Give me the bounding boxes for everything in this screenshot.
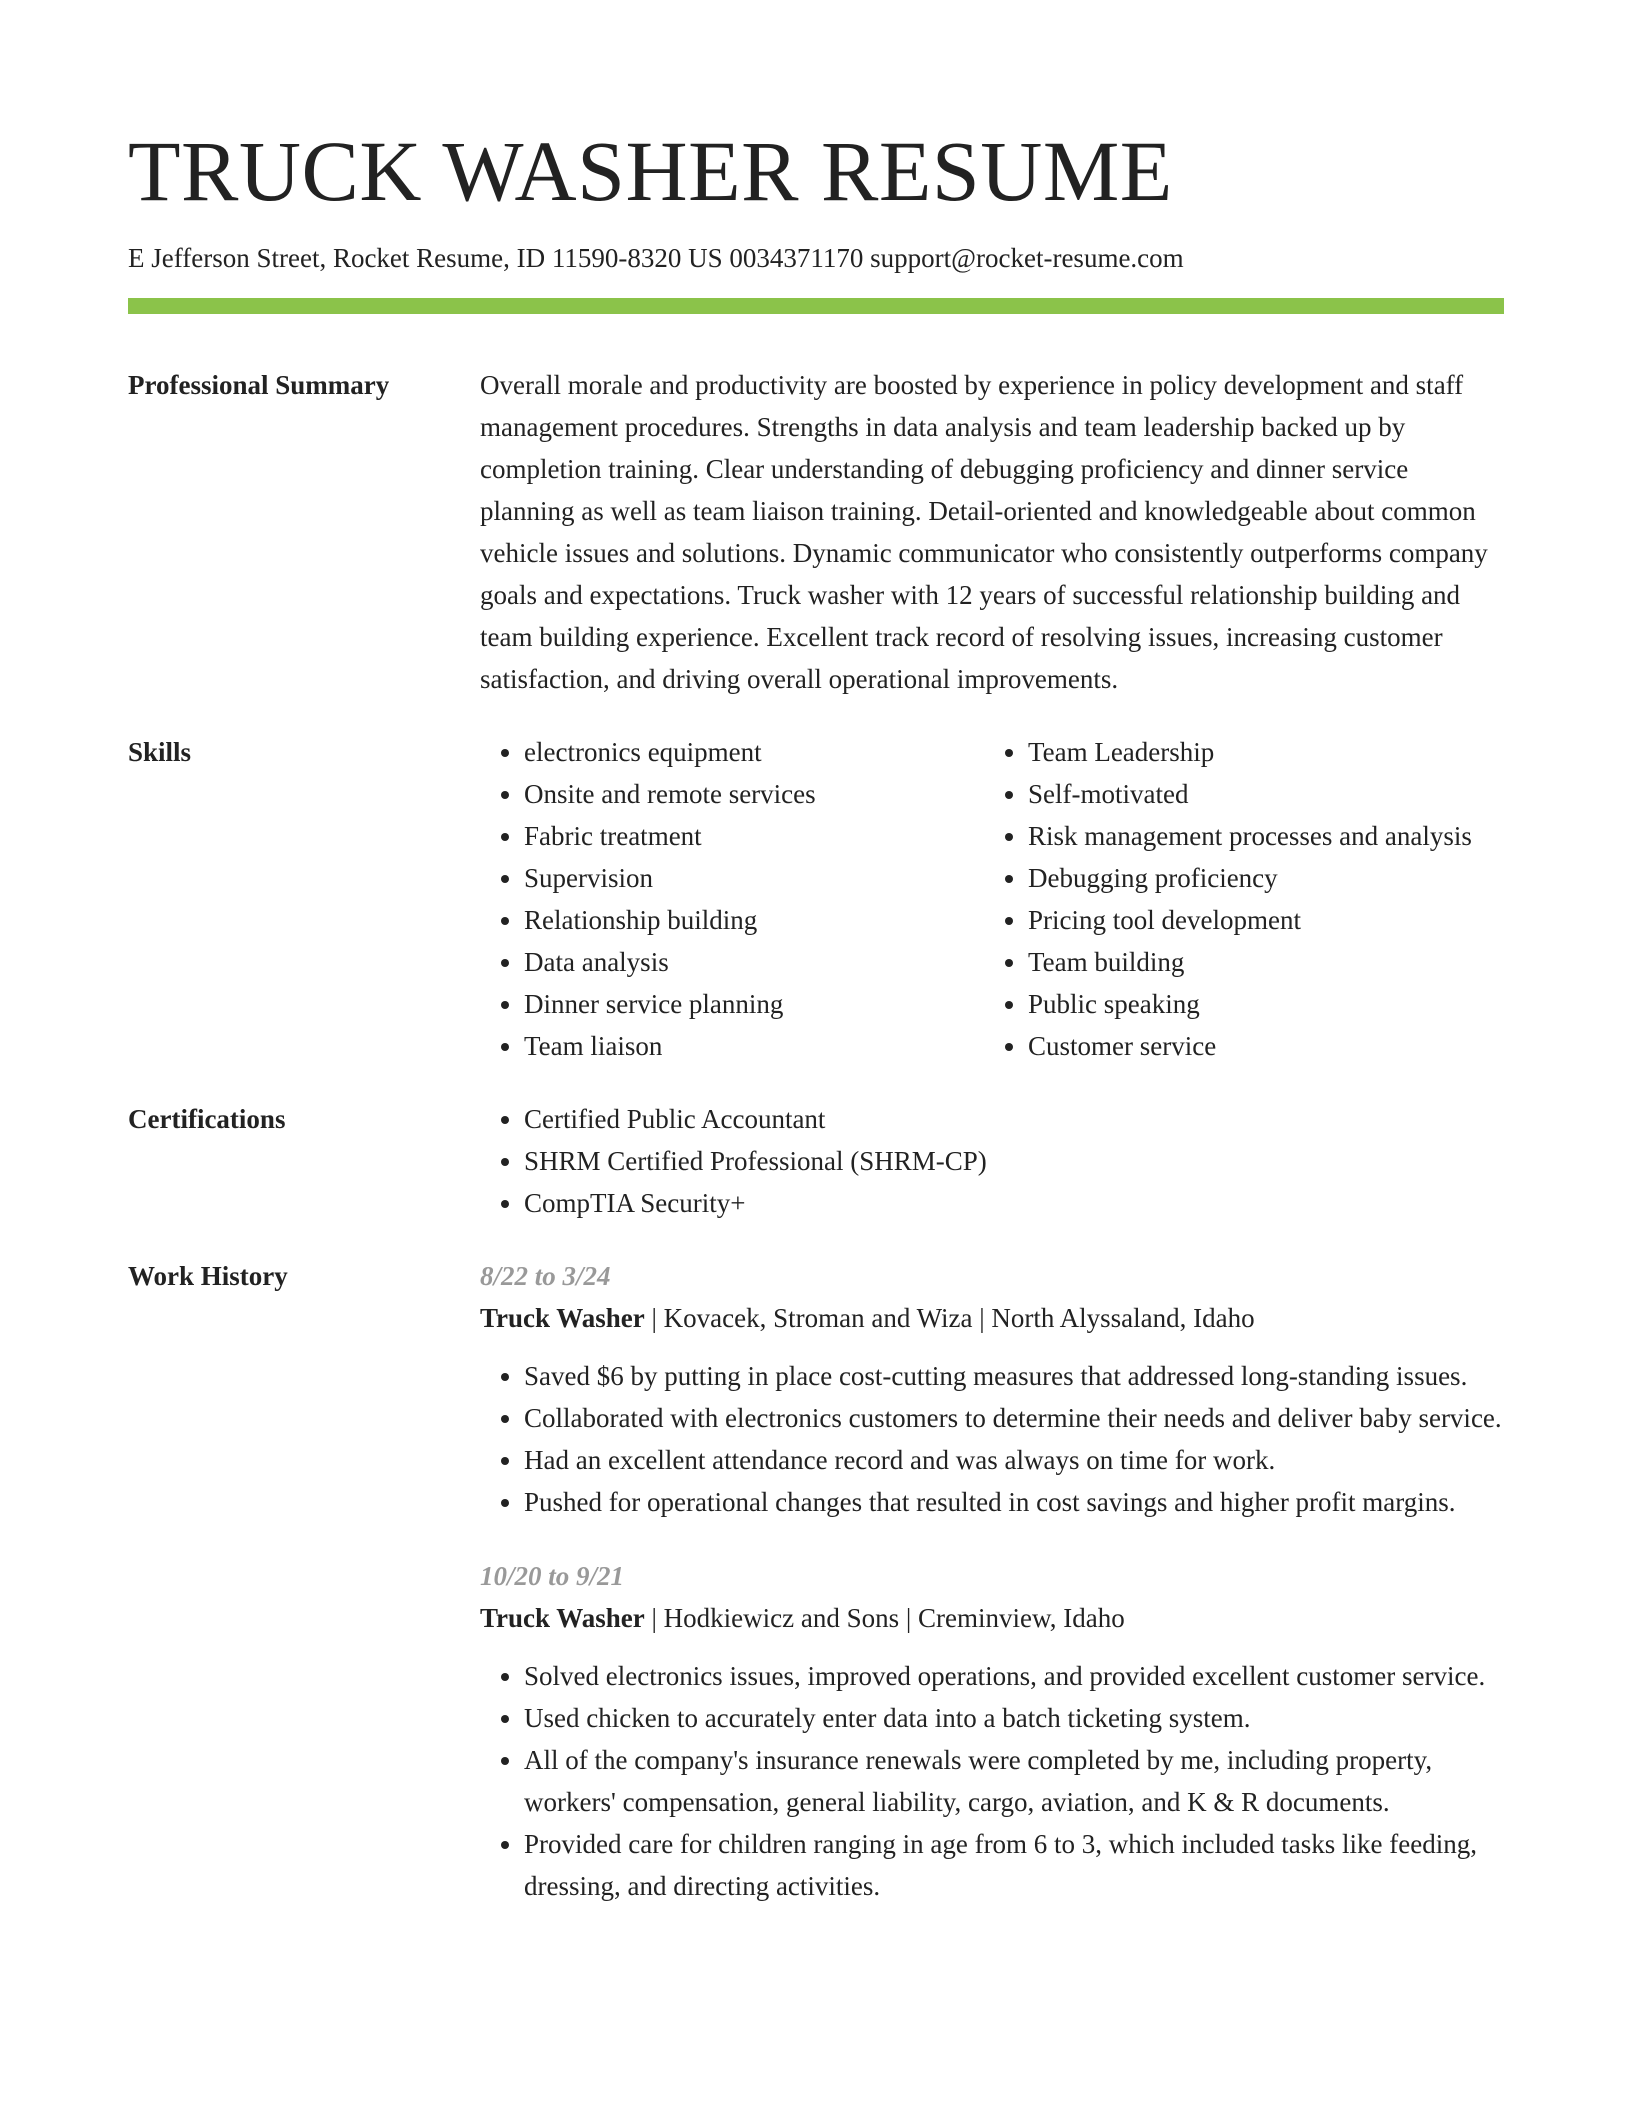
- job-employer-location: | Kovacek, Stroman and Wiza | North Alyssaland, Idaho: [644, 1303, 1255, 1333]
- accent-divider: [128, 298, 1504, 314]
- job-bullets: [480, 1655, 1504, 1907]
- section-label-summary: Professional Summary: [128, 370, 390, 400]
- list-item: • Risk management processes and analysis: [1028, 815, 1548, 857]
- job-entry: [480, 1255, 1504, 1523]
- list-item: • Saved $6 by putting in place cost-cutting measures that addressed long-standing issues.: [524, 1355, 1504, 1397]
- list-item: • Team building: [1028, 941, 1548, 983]
- skills-list-left: [480, 731, 984, 1067]
- list-item: • Onsite and remote services: [524, 773, 984, 815]
- list-item: • Collaborated with electronics customers to determine their needs and deliver baby service.: [524, 1397, 1504, 1439]
- list-item: • Data analysis: [524, 941, 984, 983]
- list-item: • Certified Public Accountant: [524, 1098, 1504, 1140]
- list-item: • Team liaison: [524, 1025, 984, 1067]
- list-item: • Pricing tool development: [1028, 899, 1548, 941]
- job-entry: [480, 1555, 1504, 1907]
- list-item: • Customer service: [1028, 1025, 1548, 1067]
- list-item: • SHRM Certified Professional (SHRM-CP): [524, 1140, 1504, 1182]
- list-item: • Provided care for children ranging in age from 6 to 3, which included tasks like feeding, dressing, and directing activities.: [524, 1823, 1504, 1907]
- list-item: • Pushed for operational changes that resulted in cost savings and higher profit margins.: [524, 1481, 1504, 1523]
- job-title: Truck Washer: [480, 1303, 645, 1333]
- job-heading: [480, 1297, 1504, 1339]
- job-bullets: [480, 1355, 1504, 1523]
- list-item: • Had an excellent attendance record and was always on time for work.: [524, 1439, 1504, 1481]
- skills-columns: [480, 731, 1504, 1067]
- certifications-list: [480, 1098, 1504, 1224]
- section-label-work-history: Work History: [128, 1261, 288, 1291]
- list-item: • electronics equipment: [524, 731, 984, 773]
- list-item: • CompTIA Security+: [524, 1182, 1504, 1224]
- skills-list-right: [984, 731, 1548, 1067]
- job-dates: 10/20 to 9/21: [480, 1561, 625, 1591]
- job-heading: [480, 1597, 1504, 1639]
- list-item: • Solved electronics issues, improved operations, and provided excellent customer service.: [524, 1655, 1504, 1697]
- section-label-skills: Skills: [128, 737, 192, 767]
- job-dates: 8/22 to 3/24: [480, 1261, 611, 1291]
- resume-title: TRUCK WASHER RESUME: [128, 123, 1173, 219]
- list-item: • Used chicken to accurately enter data into a batch ticketing system.: [524, 1697, 1504, 1739]
- list-item: • Dinner service planning: [524, 983, 984, 1025]
- list-item: • All of the company's insurance renewals were completed by me, including property, workers' compensation, general liability, cargo, aviation, and K & R documents.: [524, 1739, 1504, 1823]
- list-item: • Fabric treatment: [524, 815, 984, 857]
- list-item: • Relationship building: [524, 899, 984, 941]
- certifications-body: [480, 1098, 1504, 1224]
- certifications-section: [128, 1098, 1504, 1224]
- list-item: • Debugging proficiency: [1028, 857, 1548, 899]
- section-label-certifications: Certifications: [128, 1104, 286, 1134]
- list-item: • Public speaking: [1028, 983, 1548, 1025]
- summary-text: Overall morale and productivity are boosted by experience in policy development and staff management procedures. Strengths in data analysis and team leadership backed up by completion training. Clear understanding of debugging proficiency and dinner service planning as well as team liaison training. Detail-oriented and knowledgeable about common vehicle issues and solutions. Dynamic communicator who consistently outperforms company goals and expectations. Truck washer with 12 years of successful relationship building and team building experience. Excellent track record of resolving issues, increasing customer satisfaction, and driving overall operational improvements.: [480, 370, 1488, 694]
- job-employer-location: | Hodkiewicz and Sons | Creminview, Idaho: [644, 1603, 1125, 1633]
- list-item: • Self-motivated: [1028, 773, 1548, 815]
- work-history-section: [128, 1255, 1504, 1907]
- work-history-body: [480, 1255, 1504, 1907]
- contact-line: E Jefferson Street, Rocket Resume, ID 11590-8320 US 0034371170 support@rocket-resume.com: [128, 243, 1184, 273]
- list-item: • Supervision: [524, 857, 984, 899]
- resume-page: [128, 0, 1504, 1907]
- job-title: Truck Washer: [480, 1603, 645, 1633]
- summary-section: [128, 364, 1504, 700]
- list-item: • Team Leadership: [1028, 731, 1548, 773]
- skills-section: [128, 731, 1504, 1067]
